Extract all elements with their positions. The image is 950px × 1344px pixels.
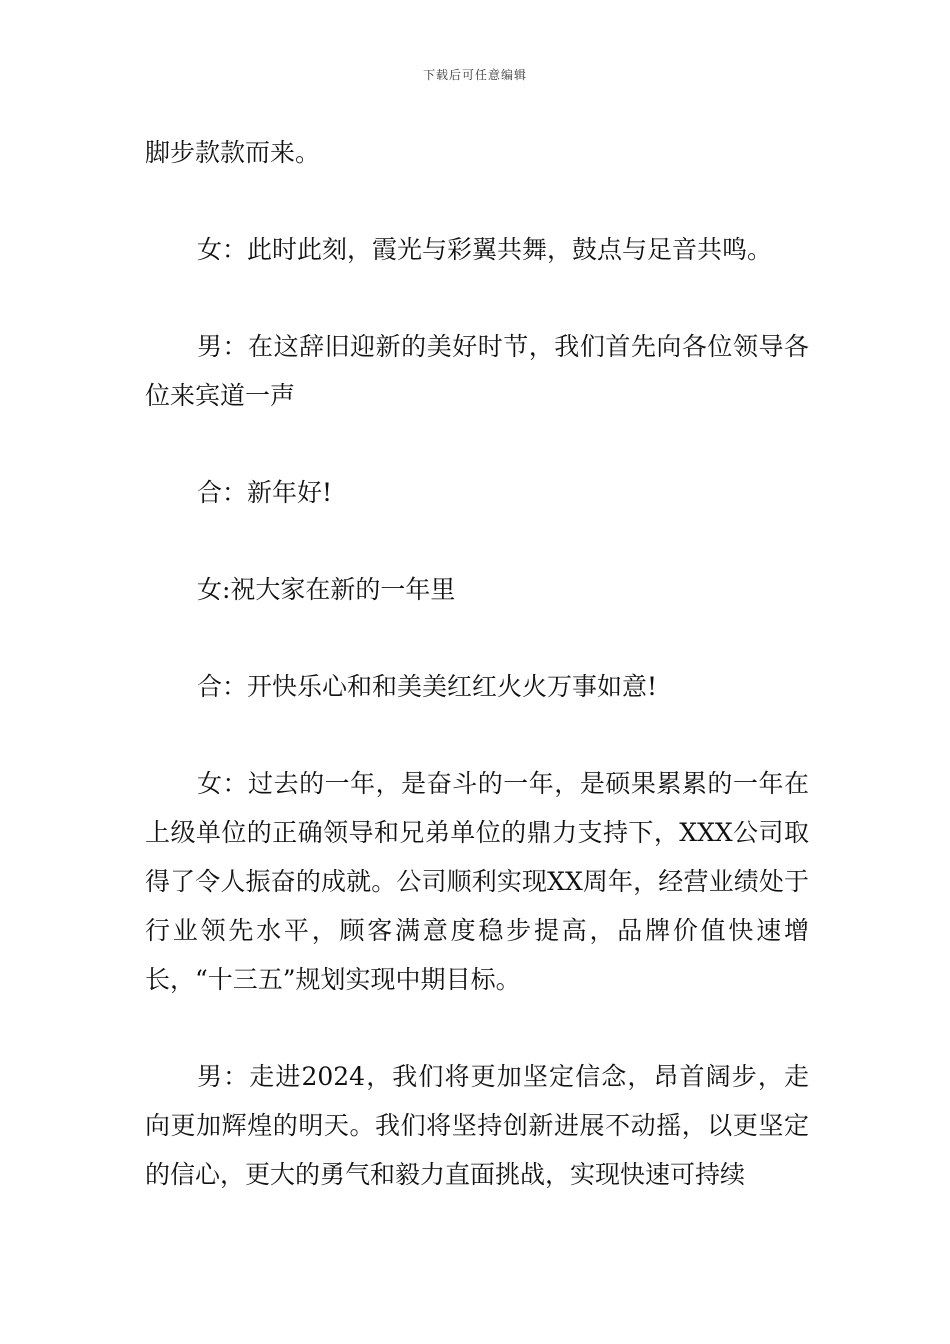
- paragraph-together-1: 合：新年好!: [197, 478, 333, 507]
- paragraph-female-2: 女:祝大家在新的一年里: [197, 575, 456, 604]
- paragraph-female-1: 女：此时此刻，霞光与彩翼共舞，鼓点与足音共鸣。: [197, 235, 773, 264]
- paragraph-continuation: 脚步款款而来。: [145, 138, 321, 167]
- paragraph-female-3: 女：过去的一年，是奋斗的一年，是硕果累累的一年在上级单位的正确领导和兄弟单位的鼎力支持下，XXX公司取得了令人振奋的成就。公司顺利实现XX周年，经营业绩处于行业领先水平，顾客满意度稳步提高，品牌价值快速增长，“十三五”规划实现中期目标。: [145, 769, 809, 994]
- paragraph-male-2: 男：走进2024，我们将更加坚定信念，昂首阔步，走向更加辉煌的明天。我们将坚持创新进展不动摇，以更坚定的信心，更大的勇气和毅力直面挑战，实现快速可持续: [145, 1062, 809, 1189]
- paragraph-together-2: 合：开快乐心和和美美红红火火万事如意!: [197, 672, 658, 701]
- document-body: [145, 128, 809, 1247]
- paragraph-male-1: 男：在这辞旧迎新的美好时节，我们首先向各位领导各位来宾道一声: [145, 332, 809, 410]
- header-note: 下载后可任意编辑: [422, 68, 527, 82]
